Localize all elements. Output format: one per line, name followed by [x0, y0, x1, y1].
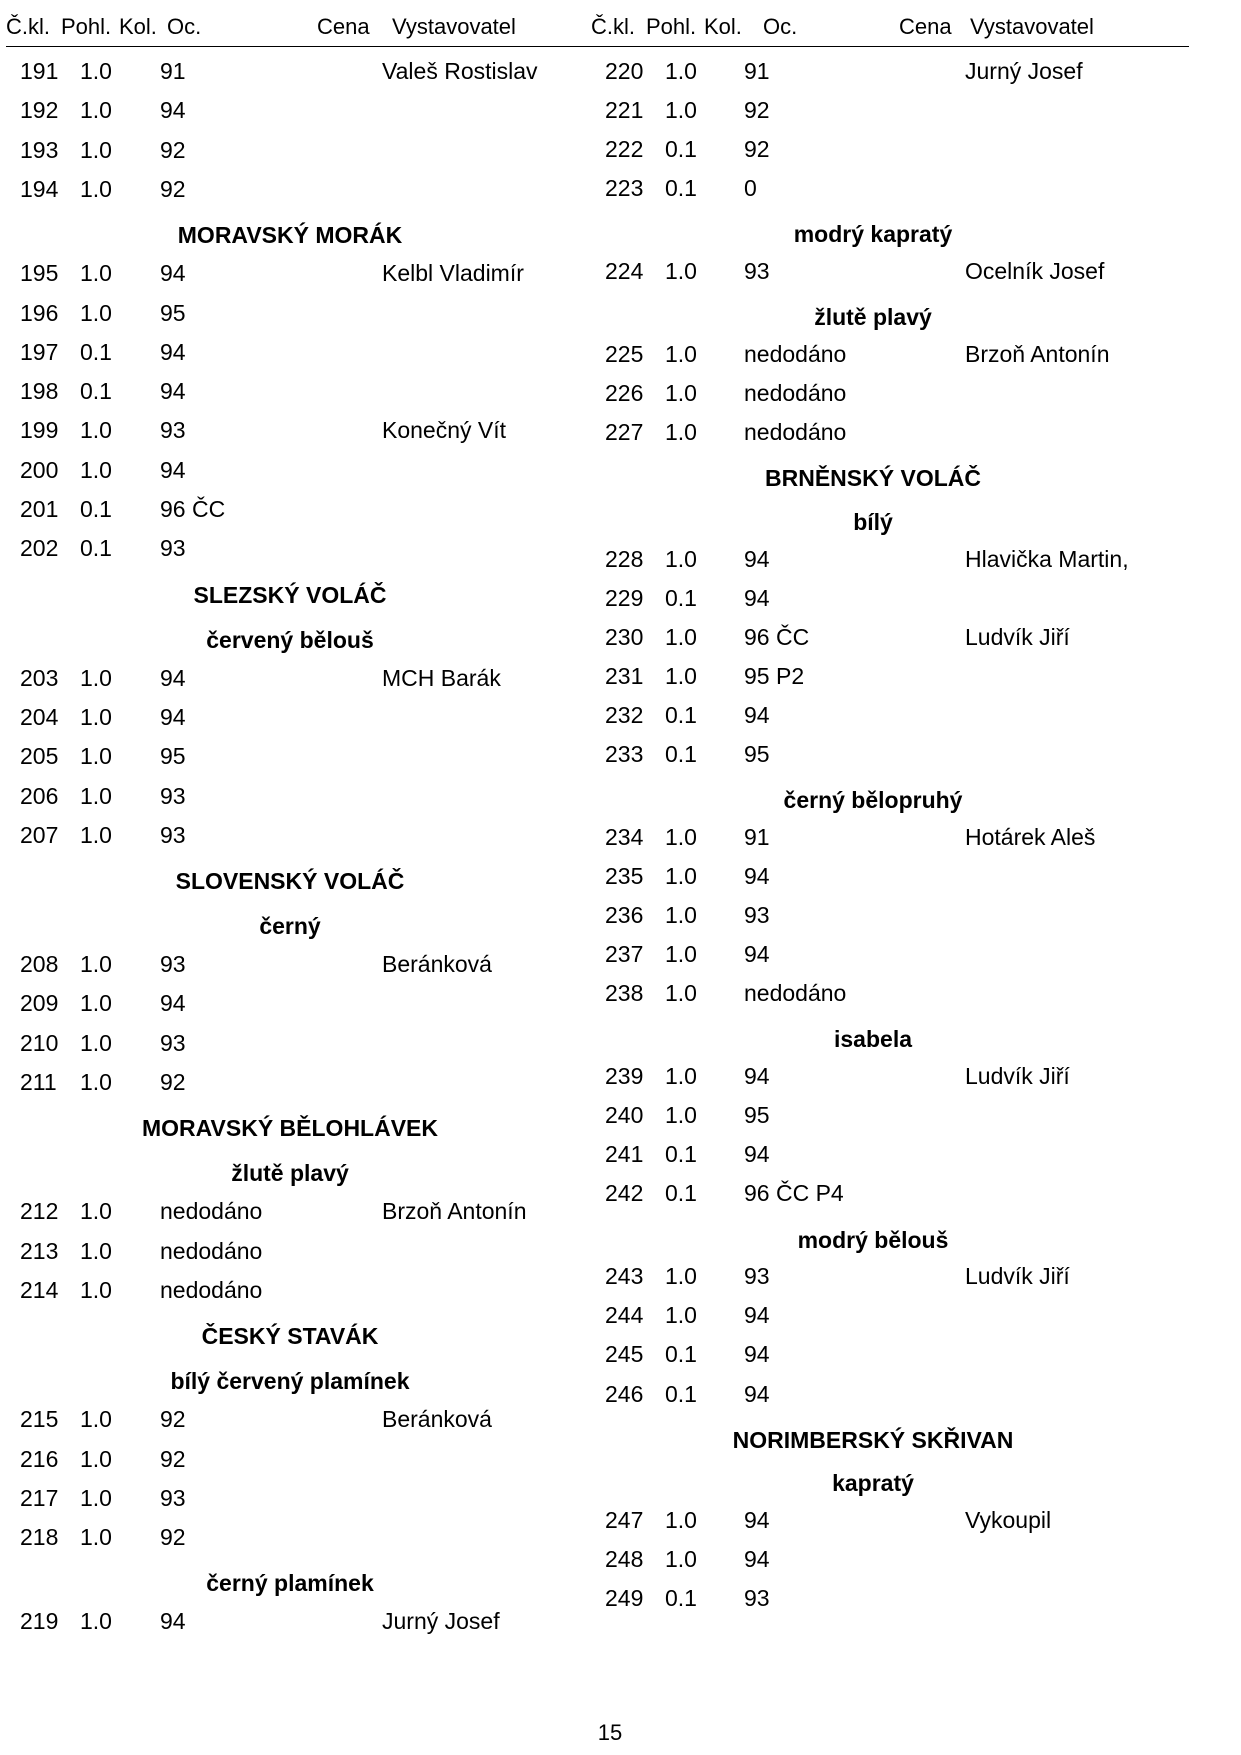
sex-code: 1.0: [665, 823, 697, 850]
class-number: 192: [20, 97, 59, 124]
sex-code: 1.0: [665, 863, 697, 889]
entry-row: [590, 1263, 1241, 1293]
score: 94: [744, 941, 770, 968]
entry-row: [0, 378, 600, 408]
entry-row: [0, 417, 600, 447]
exhibitor-name: Hotárek Aleš: [965, 823, 1096, 850]
entry-row: [590, 546, 1241, 576]
score: 93: [160, 782, 186, 809]
score: 92: [160, 1406, 186, 1433]
class-number: 244: [605, 1302, 644, 1329]
class-number: 195: [20, 260, 59, 287]
score: 94: [744, 1302, 770, 1329]
score: 94: [744, 545, 770, 572]
entry-row: [590, 175, 1241, 205]
sex-code: 1.0: [665, 419, 697, 446]
sex-code: 1.0: [665, 545, 697, 572]
entry-row: [590, 1546, 1241, 1576]
class-number: 203: [20, 664, 59, 691]
header-pohl: Pohl.: [61, 14, 112, 39]
sex-code: 1.0: [665, 1263, 697, 1290]
header-vystavovatel: Vystavovatel: [970, 14, 1094, 39]
entry-row: [0, 1238, 600, 1268]
score: 94: [160, 456, 186, 483]
section-heading: BRNĚNSKÝ VOLÁČ: [765, 465, 981, 492]
sex-code: 0.1: [665, 1141, 697, 1168]
class-number: 216: [20, 1445, 59, 1472]
sex-code: 1.0: [80, 821, 112, 848]
score: 93: [160, 821, 186, 848]
class-number: 217: [20, 1484, 59, 1511]
sex-code: 1.0: [80, 456, 112, 483]
entry-row: [0, 951, 600, 981]
class-number: 239: [605, 1063, 644, 1090]
score: nedodáno: [744, 980, 847, 1007]
entry-row: [590, 663, 1241, 693]
sex-code: 1.0: [665, 97, 697, 124]
section-heading: bílý červený plamínek: [170, 1368, 410, 1395]
score: nedodáno: [160, 1237, 263, 1264]
sex-code: 0.1: [665, 1180, 697, 1207]
page-number: 15: [597, 1720, 623, 1745]
sex-code: 1.0: [665, 662, 697, 689]
class-number: 193: [20, 136, 59, 163]
entry-row: [0, 1485, 600, 1515]
class-number: 245: [605, 1341, 644, 1368]
exhibitor-name: Ludvík Jiří: [965, 1263, 1070, 1290]
entry-row: [0, 1277, 600, 1307]
sex-code: 0.1: [665, 175, 697, 202]
entry-row: [590, 1063, 1241, 1093]
entry-row: [590, 702, 1241, 732]
entry-row: [0, 300, 600, 330]
score: 94: [744, 1063, 770, 1090]
score: 95: [744, 1102, 770, 1129]
header-ckl: Č.kl.: [6, 14, 50, 39]
entry-row: [0, 97, 600, 127]
sex-code: 1.0: [80, 1524, 112, 1551]
entry-row: [0, 260, 600, 290]
score: 91: [744, 823, 770, 850]
exhibitor-name: Beránková: [382, 951, 492, 978]
sex-code: 0.1: [665, 1380, 697, 1407]
class-number: 199: [20, 417, 59, 444]
class-number: 241: [605, 1141, 644, 1168]
entry-row: [0, 176, 600, 206]
score: 94: [160, 703, 186, 730]
entry-row: [0, 783, 600, 813]
sex-code: 0.1: [665, 1341, 697, 1368]
sex-code: 1.0: [665, 902, 697, 929]
entry-row: [0, 1030, 600, 1060]
section-heading: SLOVENSKÝ VOLÁČ: [175, 868, 405, 895]
exhibitor-name: Jurný Josef: [382, 1608, 500, 1635]
class-number: 246: [605, 1380, 644, 1407]
sex-code: 1.0: [80, 1276, 112, 1303]
score: 93: [160, 417, 186, 444]
entry-row: [590, 863, 1241, 893]
class-number: 238: [605, 980, 644, 1007]
header-oc: Oc.: [763, 14, 798, 39]
class-number: 236: [605, 902, 644, 929]
exhibitor-name: Kelbl Vladimír: [382, 260, 524, 287]
header-cena: Cena: [899, 14, 952, 39]
entry-row: [0, 339, 600, 369]
class-number: 207: [20, 821, 59, 848]
class-number: 209: [20, 990, 59, 1017]
class-number: 227: [605, 419, 644, 446]
sex-code: 1.0: [665, 258, 697, 285]
entry-row: [590, 58, 1241, 88]
class-number: 224: [605, 258, 644, 285]
sex-code: 1.0: [80, 1237, 112, 1264]
sex-code: 1.0: [80, 260, 112, 287]
sex-code: 1.0: [665, 58, 697, 84]
score: 94: [744, 584, 770, 611]
sex-code: 0.1: [665, 136, 697, 163]
class-number: 226: [605, 380, 644, 406]
score: 93: [744, 258, 770, 285]
sex-code: 1.0: [80, 951, 112, 978]
class-number: 212: [20, 1198, 59, 1225]
class-number: 230: [605, 623, 644, 650]
sex-code: 1.0: [80, 299, 112, 326]
score: 94: [744, 1507, 770, 1533]
entry-row: [590, 1302, 1241, 1332]
entry-row: [590, 1141, 1241, 1171]
class-number: 194: [20, 175, 59, 202]
sex-code: 1.0: [665, 1546, 697, 1573]
header-vystavovatel: Vystavovatel: [392, 14, 516, 39]
class-number: 206: [20, 782, 59, 809]
score: 94: [744, 702, 770, 728]
exhibitor-name: Ludvík Jiří: [965, 1063, 1070, 1090]
score: 95 P2: [744, 662, 805, 689]
class-number: 191: [20, 58, 59, 84]
entry-row: [0, 665, 600, 695]
score: 96 ČC: [744, 623, 810, 650]
score: nedodáno: [744, 340, 847, 367]
score: 93: [160, 951, 186, 978]
score: 93: [160, 1029, 186, 1056]
section-heading: žlutě plavý: [814, 304, 932, 331]
section-heading: černý plamínek: [206, 1570, 374, 1597]
left-column: [0, 0, 600, 1700]
sex-code: 1.0: [665, 1302, 697, 1329]
sex-code: 1.0: [665, 941, 697, 968]
entry-row: [590, 341, 1241, 371]
entry-row: [0, 1608, 600, 1638]
class-number: 220: [605, 58, 644, 84]
score: 95: [744, 741, 770, 768]
sex-code: 0.1: [80, 496, 112, 522]
entry-row: [590, 1585, 1241, 1615]
score: 93: [160, 1484, 186, 1511]
section-heading: MORAVSKÝ MORÁK: [177, 222, 403, 249]
class-number: 234: [605, 823, 644, 850]
class-number: 208: [20, 951, 59, 978]
section-heading: kapratý: [832, 1470, 914, 1497]
class-number: 243: [605, 1263, 644, 1290]
class-number: 211: [20, 1069, 57, 1095]
score: 92: [744, 97, 770, 124]
class-number: 219: [20, 1608, 59, 1635]
class-number: 233: [605, 741, 644, 768]
class-number: 213: [20, 1237, 59, 1264]
score: 93: [744, 1585, 770, 1612]
entry-row: [590, 741, 1241, 771]
entry-row: [0, 457, 600, 487]
score: 0: [744, 175, 757, 202]
sex-code: 1.0: [80, 743, 112, 770]
class-number: 240: [605, 1102, 644, 1129]
sex-code: 1.0: [80, 782, 112, 809]
entry-row: [0, 1446, 600, 1476]
class-number: 237: [605, 941, 644, 968]
exhibitor-name: Valeš Rostislav: [382, 58, 538, 84]
score: 94: [744, 1546, 770, 1573]
class-number: 204: [20, 703, 59, 730]
sex-code: 1.0: [80, 1445, 112, 1472]
class-number: 247: [605, 1507, 644, 1533]
sex-code: 1.0: [80, 1406, 112, 1433]
section-heading: ČESKÝ STAVÁK: [201, 1323, 379, 1350]
entry-row: [590, 980, 1241, 1010]
entry-row: [590, 1341, 1241, 1371]
class-number: 249: [605, 1585, 644, 1612]
entry-row: [590, 585, 1241, 615]
score: 94: [744, 1141, 770, 1168]
section-heading: NORIMBERSKÝ SKŘIVAN: [732, 1426, 1014, 1453]
class-number: 232: [605, 702, 644, 728]
sex-code: 0.1: [80, 338, 112, 365]
score: 96 ČC: [160, 496, 226, 522]
entry-row: [590, 1381, 1241, 1411]
exhibitor-name: Ludvík Jiří: [965, 623, 1070, 650]
entry-row: [0, 535, 600, 565]
section-heading: isabela: [834, 1026, 912, 1053]
score: 94: [160, 260, 186, 287]
section-heading: SLEZSKÝ VOLÁČ: [193, 581, 387, 608]
class-number: 225: [605, 340, 644, 367]
score: 92: [160, 1445, 186, 1472]
sex-code: 1.0: [80, 1069, 112, 1095]
sex-code: 1.0: [665, 380, 697, 406]
class-number: 197: [20, 338, 59, 365]
sex-code: 1.0: [80, 175, 112, 202]
score: 92: [160, 175, 186, 202]
class-number: 205: [20, 743, 59, 770]
score: nedodáno: [160, 1198, 263, 1225]
entry-row: [0, 58, 600, 88]
sex-code: 0.1: [665, 702, 697, 728]
score: nedodáno: [160, 1276, 263, 1303]
class-number: 222: [605, 136, 644, 163]
class-number: 198: [20, 378, 59, 405]
entry-row: [0, 1198, 600, 1228]
class-number: 200: [20, 456, 59, 483]
entry-row: [590, 1180, 1241, 1210]
entry-row: [590, 1102, 1241, 1132]
sex-code: 0.1: [80, 378, 112, 405]
entry-row: [590, 419, 1241, 449]
sex-code: 1.0: [665, 340, 697, 367]
sex-code: 1.0: [80, 97, 112, 124]
entry-row: [590, 624, 1241, 654]
score: 92: [160, 1069, 186, 1095]
class-number: 218: [20, 1524, 59, 1551]
entry-row: [0, 137, 600, 167]
section-heading: modrý bělouš: [797, 1226, 949, 1253]
exhibitor-name: Beránková: [382, 1406, 492, 1433]
class-number: 229: [605, 584, 644, 611]
exhibitor-name: Ocelník Josef: [965, 258, 1105, 285]
class-number: 231: [605, 662, 644, 689]
exhibitor-name: Brzoň Antonín: [382, 1198, 527, 1225]
exhibitor-name: Jurný Josef: [965, 58, 1083, 84]
exhibitor-name: Vykoupil: [965, 1507, 1052, 1533]
entry-row: [590, 380, 1241, 410]
exhibitor-name: Konečný Vít: [382, 417, 507, 444]
header-pohl: Pohl.: [646, 14, 697, 39]
score: 94: [744, 1380, 770, 1407]
class-number: 242: [605, 1180, 644, 1207]
score: 95: [160, 743, 186, 770]
class-number: 228: [605, 545, 644, 572]
entry-row: [590, 824, 1241, 854]
entry-row: [0, 704, 600, 734]
exhibitor-name: MCH Barák: [382, 664, 501, 691]
class-number: 221: [605, 97, 644, 124]
class-number: 248: [605, 1546, 644, 1573]
score: 92: [160, 136, 186, 163]
header-ckl: Č.kl.: [591, 14, 635, 39]
entry-row: [0, 1406, 600, 1436]
section-heading: bílý: [853, 508, 893, 535]
sex-code: 1.0: [80, 664, 112, 691]
class-number: 214: [20, 1276, 59, 1303]
header-oc: Oc.: [167, 14, 202, 39]
sex-code: 1.0: [80, 1484, 112, 1511]
score: 94: [744, 1341, 770, 1368]
header-kol: Kol.: [704, 14, 742, 39]
sex-code: 1.0: [665, 1507, 697, 1533]
sex-code: 1.0: [80, 703, 112, 730]
right-column: [590, 0, 1241, 1700]
class-number: 210: [20, 1029, 59, 1056]
score: 96 ČC P4: [744, 1180, 844, 1207]
entry-row: [0, 1069, 600, 1099]
sex-code: 0.1: [80, 535, 112, 562]
sex-code: 1.0: [80, 1198, 112, 1225]
entry-row: [590, 258, 1241, 288]
score: 94: [160, 378, 186, 405]
score: nedodáno: [744, 419, 847, 446]
sex-code: 1.0: [665, 980, 697, 1007]
score: nedodáno: [744, 380, 847, 406]
score: 91: [160, 58, 186, 84]
score: 94: [160, 664, 186, 691]
entry-row: [590, 136, 1241, 166]
sex-code: 1.0: [665, 623, 697, 650]
sex-code: 1.0: [665, 1063, 697, 1090]
entry-row: [0, 496, 600, 526]
class-number: 235: [605, 863, 644, 889]
sex-code: 1.0: [80, 1608, 112, 1635]
section-heading: žlutě plavý: [231, 1160, 349, 1187]
entry-row: [590, 941, 1241, 971]
score: 93: [160, 535, 186, 562]
header-cena: Cena: [317, 14, 370, 39]
sex-code: 0.1: [665, 584, 697, 611]
sex-code: 1.0: [80, 58, 112, 84]
exhibitor-name: Brzoň Antonín: [965, 340, 1110, 367]
sex-code: 1.0: [80, 136, 112, 163]
class-number: 223: [605, 175, 644, 202]
score: 95: [160, 299, 186, 326]
section-heading: MORAVSKÝ BĚLOHLÁVEK: [141, 1115, 439, 1142]
entry-row: [590, 1507, 1241, 1537]
section-heading: černý: [259, 913, 321, 940]
score: 92: [744, 136, 770, 163]
sex-code: 1.0: [80, 417, 112, 444]
score: 94: [160, 990, 186, 1017]
entry-row: [0, 1524, 600, 1554]
class-number: 202: [20, 535, 59, 562]
sex-code: 0.1: [665, 1585, 697, 1612]
score: 94: [160, 338, 186, 365]
sex-code: 1.0: [80, 1029, 112, 1056]
score: 93: [744, 1263, 770, 1290]
score: 91: [744, 58, 770, 84]
header-kol: Kol.: [119, 14, 157, 39]
section-heading: modrý kapratý: [793, 221, 953, 248]
section-heading: černý bělopruhý: [783, 787, 963, 814]
exhibitor-name: Hlavička Martin,: [965, 545, 1129, 572]
score: 92: [160, 1524, 186, 1551]
entry-row: [590, 97, 1241, 127]
class-number: 201: [20, 496, 59, 522]
section-heading: červený bělouš: [206, 626, 374, 653]
score: 94: [160, 97, 186, 124]
score: 94: [744, 863, 770, 889]
sex-code: 0.1: [665, 741, 697, 768]
entry-row: [0, 822, 600, 852]
score: 94: [160, 1608, 186, 1635]
entry-row: [0, 990, 600, 1020]
sex-code: 1.0: [665, 1102, 697, 1129]
sex-code: 1.0: [80, 990, 112, 1017]
entry-row: [0, 743, 600, 773]
score: 93: [744, 902, 770, 929]
class-number: 196: [20, 299, 59, 326]
entry-row: [590, 902, 1241, 932]
class-number: 215: [20, 1406, 59, 1433]
